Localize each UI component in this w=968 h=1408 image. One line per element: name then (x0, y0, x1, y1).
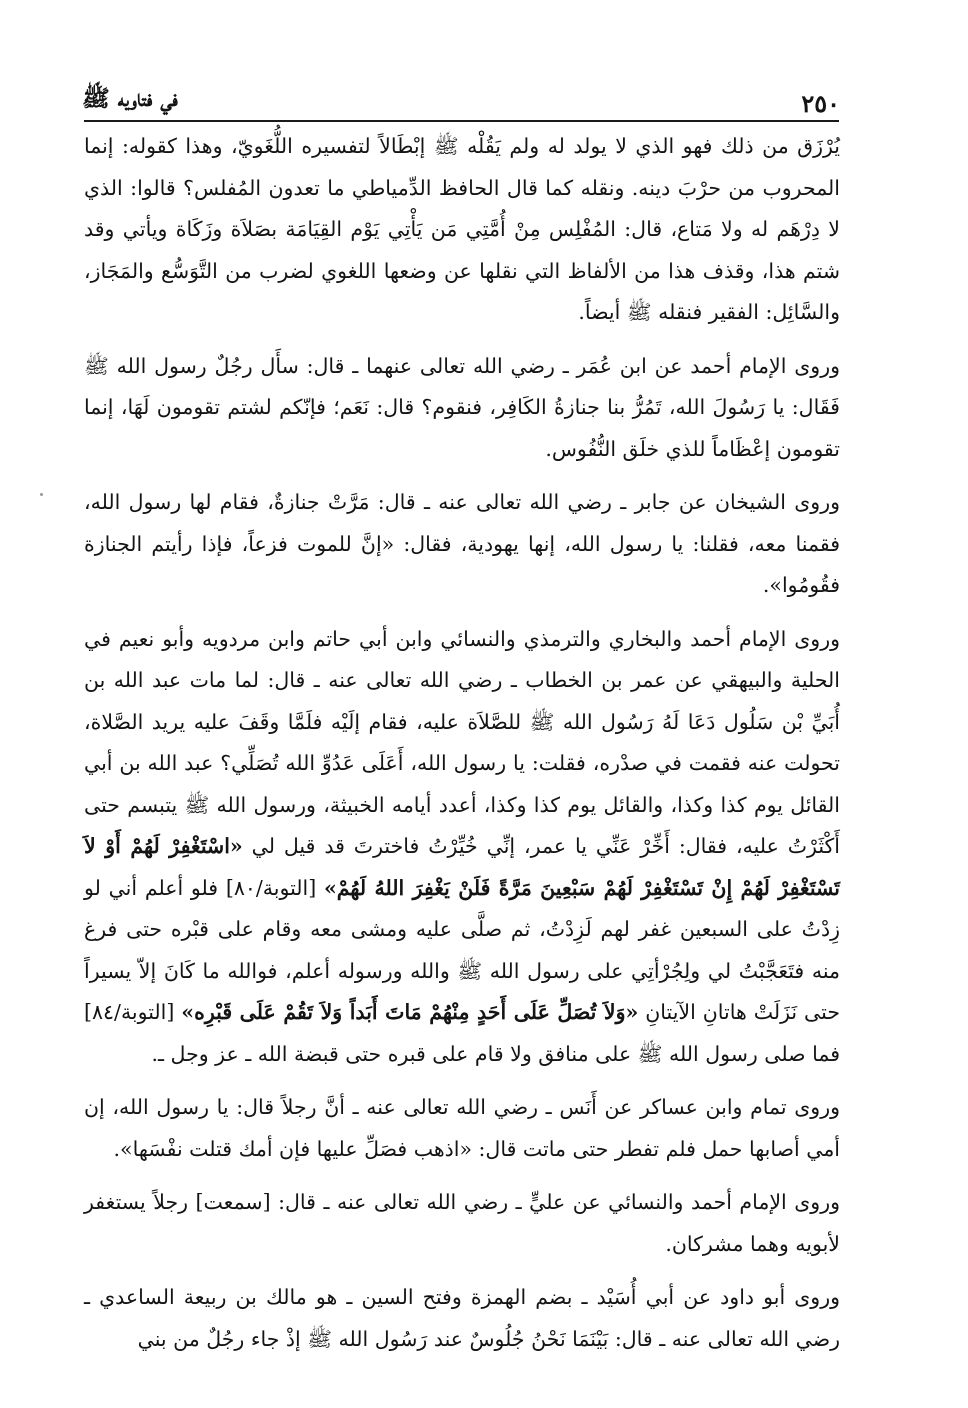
paragraph (84, 482, 840, 607)
text-run: وروى أبو داود عن أبي أُسَيْد ـ بضم الهمزة وفتح السين ـ هو مالك بن ربيعة الساعدي ـ رضي الله تعالى عنه ـ قال: بَيْنَمَا نَحْنُ جُلُوسٌ عند رَسُول الله ﷺ إذْ جاء رجُلٌ من بني (84, 1285, 841, 1351)
paragraph (84, 1087, 840, 1170)
running-title: في فتاويه ﷺ (82, 85, 178, 112)
quran-verse: «وَلاَ تُصَلِّ عَلَى أَحَدٍ مِنْهُمْ مَاتَ أَبَداً وَلاَ تَقُمْ عَلَى قَبْرِه» (181, 1000, 639, 1024)
header-rule (84, 120, 839, 122)
text-run: وروى الشيخان عن جابر ـ رضي الله تعالى عنه ـ قال: مَرَّتْ جنازةٌ، فقام لها رسول الله، فقمنا معه، فقلنا: يا رسول الله، إنها يهودية، فقال: «إنَّ للموت فزعاً، فإذا رأيتم الجنازة فقُومُوا». (84, 490, 840, 597)
quran-verse: «اسْتَغْفِرْ لَهُمْ أَوْ لاَ تَسْتَغْفِرْ لَهُمْ إِنْ تَسْتَغْفِرْ لَهُمْ سَبْعِينَ مَرَّةً فَلَنْ يَغْفِرَ اللهُ لَهُمْ» (84, 834, 841, 900)
body-text (84, 126, 840, 1360)
text-run: [التوبة/٨٤] فما صلى رسول الله ﷺ على منافق ولا قام على قبره حتى قبضة الله ـ عز وجل ـ. (84, 1000, 840, 1066)
paragraph (84, 1182, 840, 1265)
text-run: يُرْزَق من ذلك فهو الذي لا يولد له ولم يَقُلْه ﷺ إبْطَالاً لتفسيره اللُّغَويّ، وهذا كقوله: إنما المحروب من حرْبَ دينه. ونقله كما قال الحافظ الدِّمياطي ما تعدون المُفلس؟ قالوا: الذي لا دِرْهَم له ولا مَتاع، قال: المُفْلِس مِنْ أُمَّتِي مَن يَأْتِي يَوْم القِيَامَة بصَلاَة وزَكَاة ويأتي وقد شتم هذا، وقذف هذا من الألفاظ التي نقلها عن وضعها اللغوي لضرب من التَّوَسُّع والمَجَاز، والسَّائِل: الفقير فنقله ﷺ أيضاً. (84, 134, 840, 324)
paragraph (84, 346, 840, 471)
text-run: وروى الإمام أحمد والنسائي عن عليٍّ ـ رضي الله تعالى عنه ـ قال: [سمعت] رجلاً يستغفر لأبويه وهما مشركان. (84, 1190, 840, 1256)
scan-speck (40, 493, 43, 496)
text-run: [التوبة/٨٠] فلو أعلم أني لو زِدْتُ على السبعين غفر لهم لَزِدْتُ، ثم صلَّى عليه ومشى معه وقام على قبْره حتى فرغ منه فتَعَجَّبْتُ لي ولِجُرْأتِي على رسول الله ﷺ والله ورسوله أعلم، فوالله ما كَانَ إلاّ يسيراً حتى نَزَلَتْ هاتانِ الآيتانِ (84, 875, 840, 1024)
paragraph (84, 619, 840, 1076)
paragraph (84, 1277, 840, 1360)
text-run: وروى تمام وابن عساكر عن أَنَس ـ رضي الله تعالى عنه ـ أنَّ رجلاً قال: يا رسول الله، إن أمي أصابها حمل فلم تفطر حتى ماتت قال: «اذهب فصَلِّ عليها فإن أمك قتلت نفْسَها». (84, 1095, 840, 1161)
running-header (82, 74, 840, 118)
text-run: وروى الإمام أحمد عن ابن عُمَر ـ رضي الله تعالى عنهما ـ قال: سأَل رجُلٌ رسول الله ﷺ فَقَال: يا رَسُولَ الله، تَمُرُّ بنا جنازةُ الكَافِر، فنقوم؟ قال: نَعَم؛ فإنّكم لشتم تقومون لَهَا، إنما تقومون إعْظَاماً للذي خلَق النُّفُوس. (84, 353, 840, 461)
paragraph (84, 126, 840, 334)
text-run: وروى الإمام أحمد والبخاري والترمذي والنسائي وابن أبي حاتم وابن مردويه وأبو نعيم في الحلية والبيهقي عن عمر بن الخطاب ـ رضي الله تعالى عنه ـ قال: لما مات عبد الله بن أُبَيِّ بْن سَلُول دَعَا لَهُ رَسُول الله ﷺ للصَّلاَة عليه، فقام إلَيْه فلَمَّا وقَفَ عليه يريد الصَّلاة، تحولت عنه فقمت في صدْره، فقلت: يا رسول الله، أَعَلَى عَدُوِّ الله تُصَلِّي؟ عبد الله بن أبي القائل يوم كذا وكذا، والقائل يوم كذا وكذا، أعدد أيامه الخبيثة، ورسول الله ﷺ يتبسم حتى أَكْثَرْتُ عليه، فقال: أَخِّرْ عَنِّي يا عمر، إنِّي خُيِّرْتُ فاخترتَ قد قيل لي (84, 626, 840, 858)
page-number: ٢٥٠ (801, 89, 840, 118)
